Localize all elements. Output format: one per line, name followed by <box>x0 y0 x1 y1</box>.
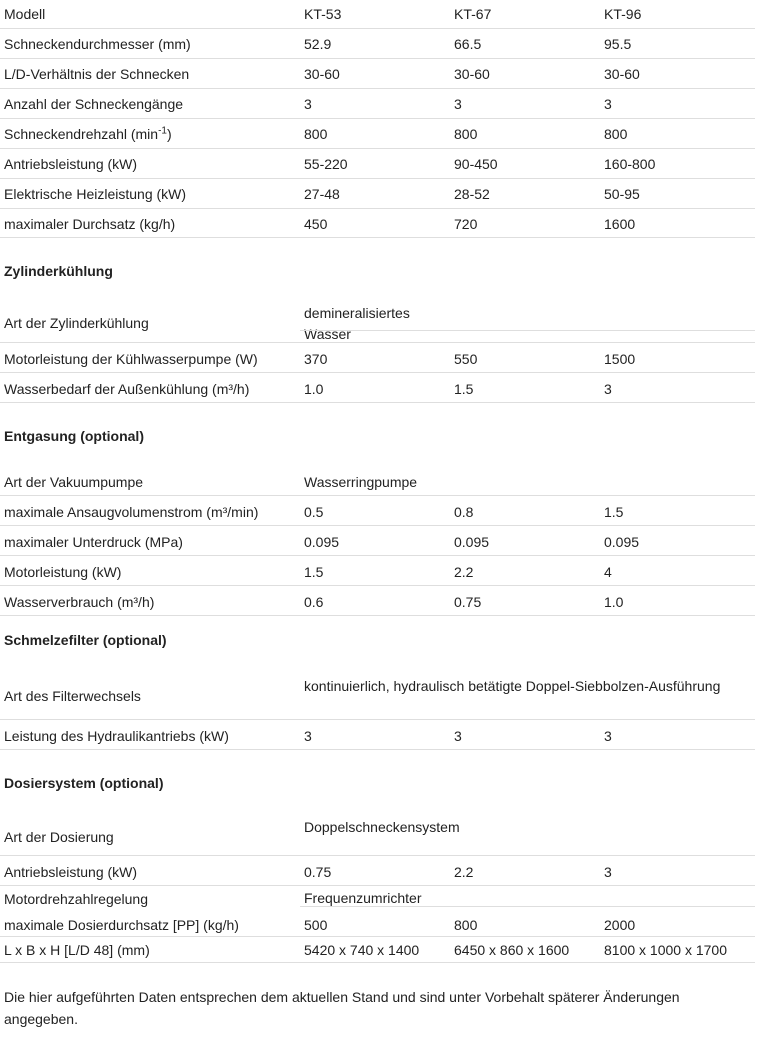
row-label: Leistung des Hydraulikantriebs (kW) <box>4 728 229 744</box>
row-value: 30-60 <box>304 66 340 82</box>
row-label <box>4 124 172 144</box>
row-value: 550 <box>454 351 478 367</box>
row-value: 1.5 <box>604 504 624 520</box>
row-label: Art der Zylinderkühlung <box>4 315 149 331</box>
header-kt53: KT-53 <box>304 6 342 22</box>
section-heading-cooling: Zylinderkühlung <box>4 263 113 279</box>
row-label: Elektrische Heizleistung (kW) <box>4 186 187 202</box>
table-row <box>0 89 755 119</box>
row-label: maximaler Durchsatz (kg/h) <box>4 216 176 232</box>
table-row <box>0 179 755 209</box>
row-value: 0.095 <box>454 534 490 550</box>
table-row <box>0 496 755 526</box>
row-value: 1.0 <box>604 594 624 610</box>
row-value: 0.6 <box>304 594 324 610</box>
row-value: 50-95 <box>604 186 640 202</box>
row-label: Schneckendurchmesser (mm) <box>4 36 191 52</box>
table-row <box>0 937 755 963</box>
table-row <box>0 466 755 496</box>
row-value: 2.2 <box>454 864 474 880</box>
row-label: Art der Vakuumpumpe <box>4 474 144 490</box>
row-value: 66.5 <box>454 36 482 52</box>
row-value: 2.2 <box>454 564 474 580</box>
row-label: L/D-Verhältnis der Schnecken <box>4 66 190 82</box>
row-label: maximaler Unterdruck (MPa) <box>4 534 183 550</box>
row-label-suffix: ) <box>167 126 172 142</box>
row-value: 1600 <box>604 216 636 232</box>
section-heading-dosing: Dosiersystem (optional) <box>4 775 164 791</box>
table-row <box>0 29 755 59</box>
table-row <box>0 668 755 720</box>
row-label: Motorleistung (kW) <box>4 564 122 580</box>
row-value: 4 <box>604 564 612 580</box>
table-row <box>0 300 755 342</box>
header-kt96: KT-96 <box>604 6 642 22</box>
row-value: 0.75 <box>454 594 482 610</box>
table-row <box>0 119 755 149</box>
row-value: 720 <box>454 216 478 232</box>
row-value: 800 <box>604 126 628 142</box>
row-label: Antriebsleistung (kW) <box>4 156 138 172</box>
row-value: 1.5 <box>454 381 474 397</box>
row-value: 370 <box>304 351 328 367</box>
row-label: Art der Dosierung <box>4 829 114 845</box>
table-row <box>0 149 755 179</box>
row-label: Motorleistung der Kühlwasserpumpe (W) <box>4 351 258 367</box>
table-row <box>0 912 755 937</box>
row-value: Wasser <box>304 326 351 342</box>
table-row <box>0 209 755 238</box>
table-row <box>0 886 755 912</box>
row-value: 3 <box>604 96 612 112</box>
row-label: Motordrehzahlregelung <box>4 891 148 907</box>
row-value: 2000 <box>604 917 636 933</box>
row-value: 52.9 <box>304 36 332 52</box>
table-row <box>0 59 755 89</box>
row-value: 0.75 <box>304 864 332 880</box>
row-value: 27-48 <box>304 186 340 202</box>
row-value: 0.095 <box>604 534 640 550</box>
row-value: 800 <box>454 917 478 933</box>
row-value: 55-220 <box>304 156 348 172</box>
row-value: Doppelschneckensystem <box>304 819 460 835</box>
row-value: 95.5 <box>604 36 632 52</box>
row-value: Frequenzumrichter <box>304 890 422 906</box>
row-value: 3 <box>604 381 612 397</box>
row-value: 450 <box>304 216 328 232</box>
footnote: Die hier aufgeführten Daten entsprechen dem aktuellen Stand und sind unter Vorbehalt späterer Änderungen angegeben. <box>4 989 680 1027</box>
row-label-superscript: -1 <box>158 125 167 137</box>
table-row <box>0 343 755 373</box>
table-row <box>0 720 755 750</box>
row-value: 160-800 <box>604 156 656 172</box>
table-row <box>0 373 755 403</box>
row-value: 28-52 <box>454 186 490 202</box>
row-label: Antriebsleistung (kW) <box>4 864 138 880</box>
row-value: 30-60 <box>454 66 490 82</box>
row-value: 0.8 <box>454 504 474 520</box>
row-value: 3 <box>304 96 312 112</box>
row-value: 3 <box>604 864 612 880</box>
section-heading-degassing: Entgasung (optional) <box>4 428 144 444</box>
row-value: 3 <box>454 96 462 112</box>
row-value: 1.5 <box>304 564 324 580</box>
row-value: 1500 <box>604 351 636 367</box>
row-value: 3 <box>604 728 612 744</box>
row-value: 0.095 <box>304 534 340 550</box>
row-value: 800 <box>304 126 328 142</box>
row-label: L x B x H [L/D 48] (mm) <box>4 942 150 958</box>
table-row <box>0 812 755 856</box>
row-divider <box>300 906 755 907</box>
row-value: demineralisiertes <box>304 305 410 321</box>
table-row <box>0 556 755 586</box>
row-label: Art des Filterwechsels <box>4 688 141 704</box>
row-value: 3 <box>454 728 462 744</box>
table-row <box>0 586 755 616</box>
row-label-text: Schneckendrehzahl (min <box>4 126 159 142</box>
row-value: Wasserringpumpe <box>304 474 418 490</box>
row-value: 800 <box>454 126 478 142</box>
row-label: maximale Ansaugvolumenstrom (m³/min) <box>4 504 259 520</box>
table-row <box>0 526 755 556</box>
row-value: 500 <box>304 917 328 933</box>
row-value: 1.0 <box>304 381 324 397</box>
row-divider <box>300 330 755 331</box>
row-value: 0.5 <box>304 504 324 520</box>
table-row <box>0 856 755 886</box>
row-label: Anzahl der Schneckengänge <box>4 96 184 112</box>
row-value: 3 <box>304 728 312 744</box>
row-value: 6450 x 860 x 1600 <box>454 942 570 958</box>
row-label: Wasserverbrauch (m³/h) <box>4 594 155 610</box>
row-label: maximale Dosierdurchsatz [PP] (kg/h) <box>4 917 239 933</box>
section-heading-filter: Schmelzefilter (optional) <box>4 632 167 648</box>
row-label: Wasserbedarf der Außenkühlung (m³/h) <box>4 381 250 397</box>
header-kt67: KT-67 <box>454 6 492 22</box>
row-value: 90-450 <box>454 156 498 172</box>
header-model: Modell <box>4 6 46 22</box>
table-header-row <box>0 0 755 29</box>
row-value: kontinuierlich, hydraulisch betätigte Doppel-Siebbolzen-Ausführung <box>304 678 721 694</box>
row-value: 30-60 <box>604 66 640 82</box>
row-value: 5420 x 740 x 1400 <box>304 942 420 958</box>
row-value: 8100 x 1000 x 1700 <box>604 942 727 958</box>
